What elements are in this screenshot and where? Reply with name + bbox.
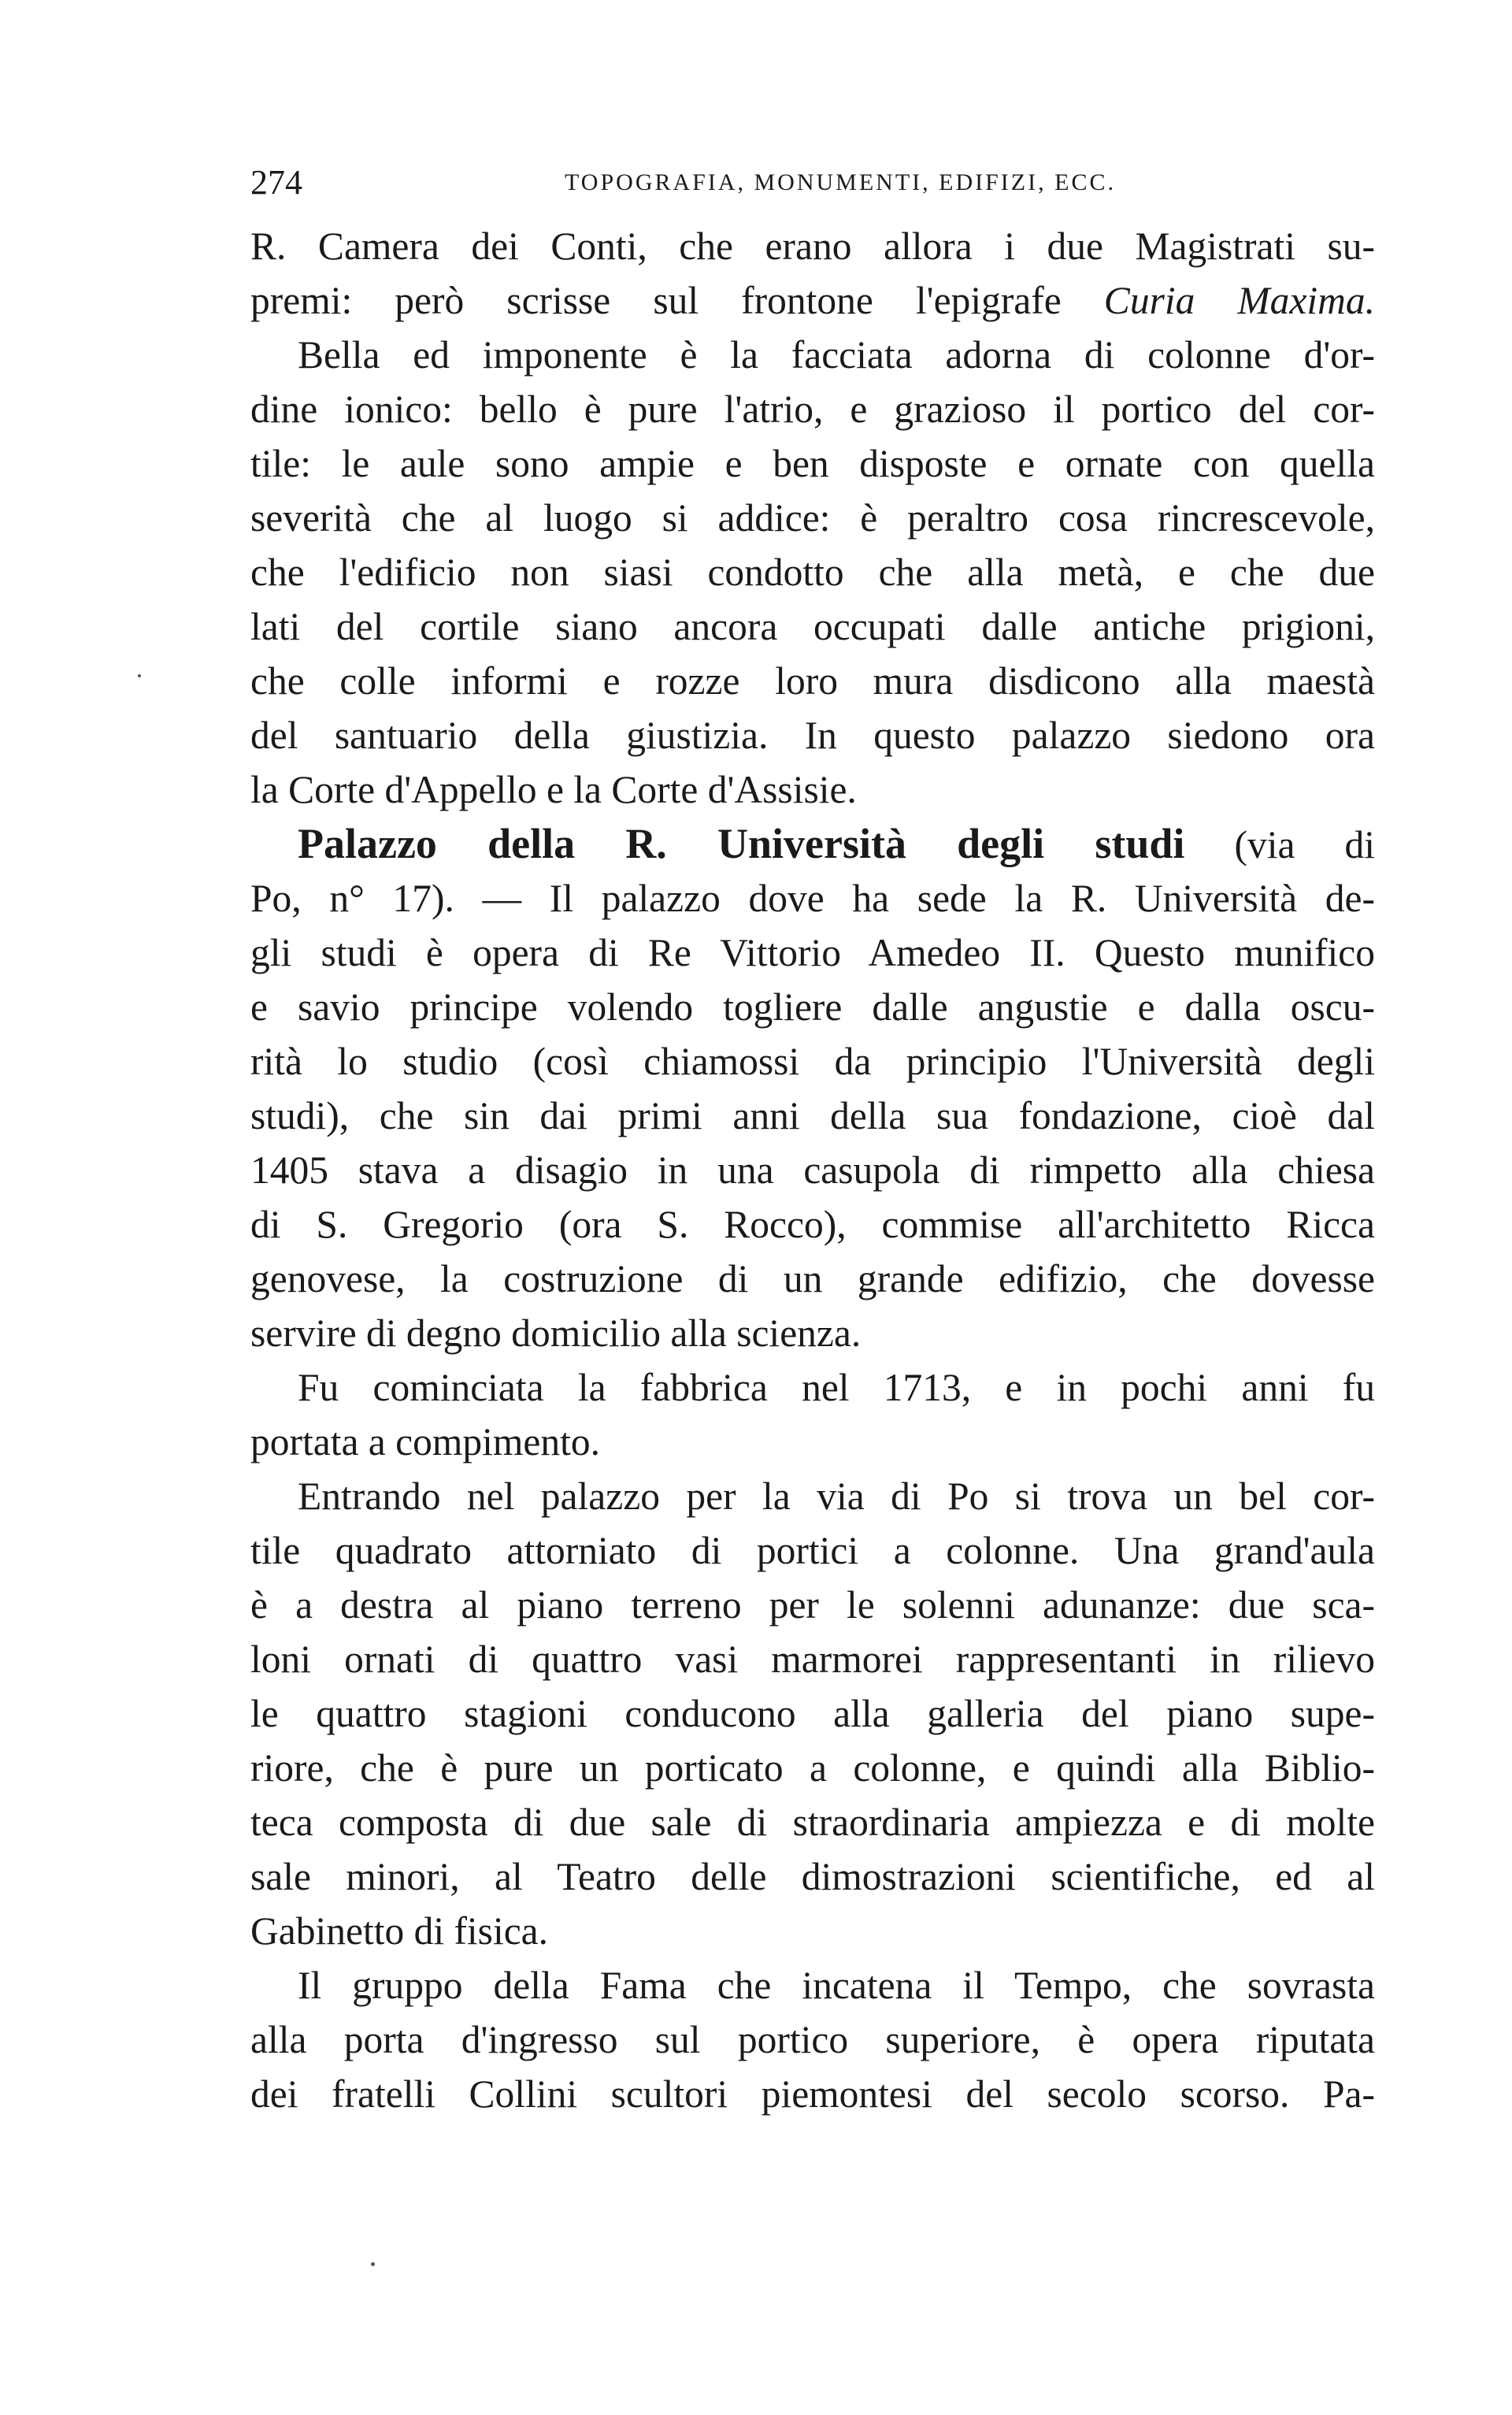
text-line: loni ornati di quattro vasi marmorei rappresentanti in rilievo xyxy=(250,1638,1375,1681)
italic-epigraph: Curia Maxima. xyxy=(1103,279,1375,322)
section-heading-line xyxy=(250,817,1375,871)
text-line: tile: le aule sono ampie e ben disposte e ornate con quella xyxy=(250,442,1375,485)
text-line: severità che al luogo si addice: è peraltro cosa rincrescevole, xyxy=(250,496,1375,540)
text-line: genovese, la costruzione di un grande edifizio, che dovesse xyxy=(250,1257,1375,1300)
text-line: le quattro stagioni conducono alla galleria del piano supe- xyxy=(250,1692,1375,1735)
text-line: Gabinetto di fisica. xyxy=(250,1909,549,1953)
text-line: dine ionico: bello è pure l'atrio, e grazioso il portico del cor- xyxy=(250,388,1375,431)
text-line: Entrando nel palazzo per la via di Po si trova un bel cor- xyxy=(298,1475,1375,1518)
text-line: Bella ed imponente è la facciata adorna di colonne d'or- xyxy=(298,333,1375,377)
speck-mark xyxy=(138,674,141,677)
text-line xyxy=(250,273,1375,328)
speck-mark xyxy=(371,2262,375,2266)
text-line: teca composta di due sale di straordinaria ampiezza e di molte xyxy=(250,1801,1375,1844)
text-line: riore, che è pure un porticato a colonne, e quindi alla Biblio- xyxy=(250,1746,1375,1790)
text-line: rità lo studio (così chiamossi da principio l'Università degli xyxy=(250,1040,1375,1083)
page-number: 274 xyxy=(250,163,302,202)
section-heading: Palazzo della R. Università degli studi xyxy=(298,820,1185,867)
text-line: lati del cortile siano ancora occupati dalle antiche prigioni, xyxy=(250,605,1375,648)
page-header xyxy=(250,159,1375,206)
text-line: Il gruppo della Fama che incatena il Tempo, che sovrasta xyxy=(298,1964,1375,2007)
text-line: sale minori, al Teatro delle dimostrazioni scientifiche, ed al xyxy=(250,1855,1375,1898)
text-line: che l'edificio non siasi condotto che alla metà, e che due xyxy=(250,551,1375,594)
text-line: Fu cominciata la fabbrica nel 1713, e in pochi anni fu xyxy=(298,1366,1375,1409)
text-line: gli studi è opera di Re Vittorio Amedeo II. Questo munifico xyxy=(250,931,1375,974)
text-line: che colle informi e rozze loro mura disdicono alla maestà xyxy=(250,659,1375,703)
text-line: del santuario della giustizia. In questo palazzo siedono ora xyxy=(250,714,1375,757)
text-line: 1405 stava a disagio in una casupola di rimpetto alla chiesa xyxy=(250,1148,1375,1192)
body-text xyxy=(250,219,1375,2121)
text-line: alla porta d'ingresso sul portico superiore, è opera riputata xyxy=(250,2018,1375,2061)
text-line: R. Camera dei Conti, che erano allora i due Magistrati su- xyxy=(250,224,1375,268)
text-line: la Corte d'Appello e la Corte d'Assisie. xyxy=(250,768,857,811)
running-head: TOPOGRAFIA, MONUMENTI, EDIFIZI, ECC. xyxy=(565,169,1116,195)
text-line: portata a compimento. xyxy=(250,1420,600,1463)
text-line: è a destra al piano terreno per le solenni adunanze: due sca- xyxy=(250,1583,1375,1627)
text-line: dei fratelli Collini scultori piemontesi del secolo scorso. Pa- xyxy=(250,2072,1375,2116)
text-line: tile quadrato attorniato di portici a colonne. Una grand'aula xyxy=(250,1529,1375,1572)
text-line: studi), che sin dai primi anni della sua fondazione, cioè dal xyxy=(250,1094,1375,1137)
text-line: di S. Gregorio (ora S. Rocco), commise all'architetto Ricca xyxy=(250,1203,1375,1246)
text-line: servire di degno domicilio alla scienza. xyxy=(250,1311,862,1355)
text-line: e savio principe volendo togliere dalle angustie e dalla oscu- xyxy=(250,985,1375,1029)
text-line: Po, n° 17). — Il palazzo dove ha sede la R. Università de- xyxy=(250,877,1375,920)
text-line-part: (via di xyxy=(1184,823,1375,866)
text-line-part: premi: però scrisse sul frontone l'epigrafe xyxy=(250,279,1104,322)
